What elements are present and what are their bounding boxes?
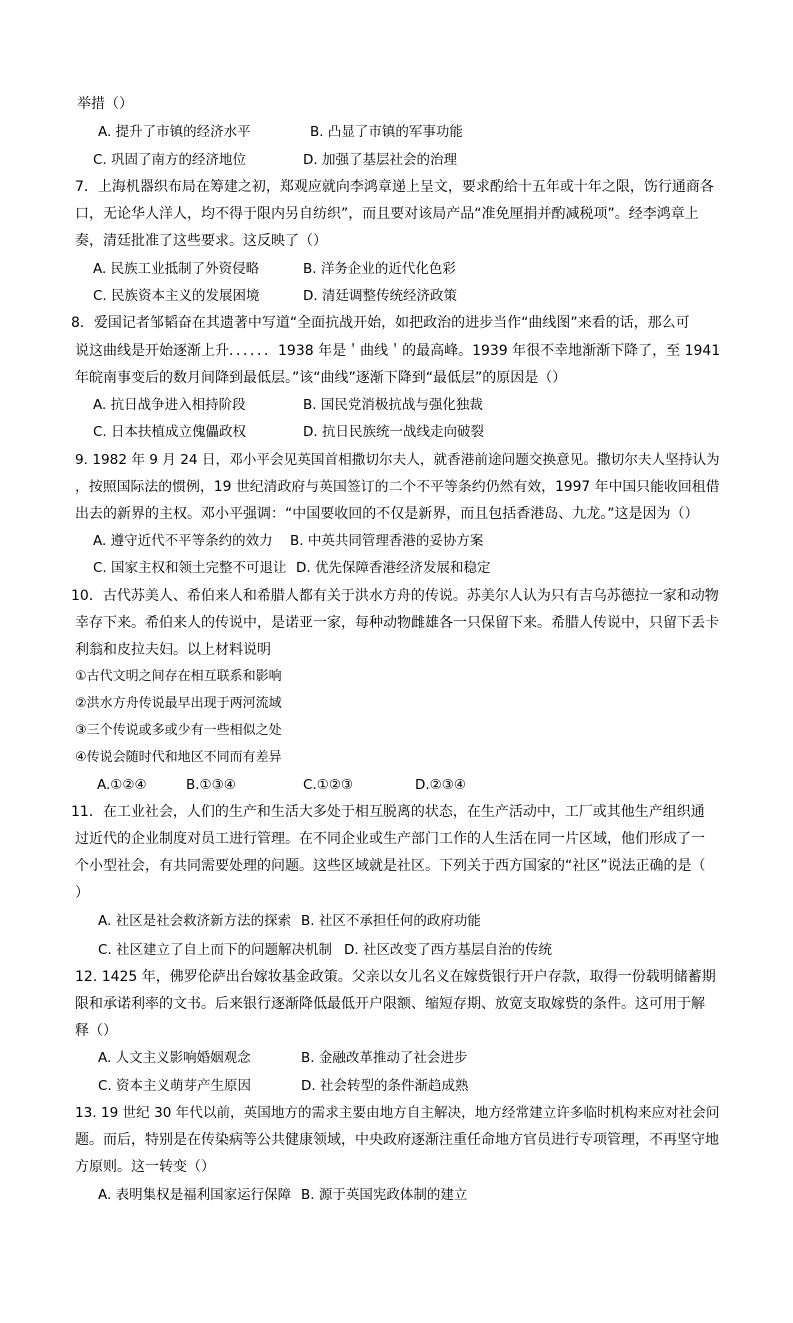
q13-stem-line: 题。而后，特别是在传染病等公共健康领域，中央政府逐渐注重任命地方官员进行专项管理，不再坚守地 [75, 1132, 719, 1148]
q12-option-d: D. 社会转型的条件渐趋成熟 [301, 1078, 469, 1094]
q7-stem-line: 7．上海机器织布局在筹建之初，郑观应就向李鸿章递上呈文，要求酌给十五年或十年之限，饬行通商各 [75, 179, 714, 195]
q11-stem-line: 过近代的企业制度对员工进行管理。在不同企业或生产部门工作的人生活在同一片区域，他们形成了一 [75, 831, 705, 847]
q8-option-a: A. 抗日战争进入相持阶段 [93, 397, 246, 413]
q12-stem-line: 12. 1425 年，佛罗伦萨出台嫁妆基金政策。父亲以女儿名义在嫁赀银行开户存款，取得一份载明储蓄期 [75, 969, 716, 985]
q11-stem-line: 11．在工业社会，人们的生产和生活大多处于相互脱离的状态，在生产活动中，工厂或其他生产组织通 [71, 804, 705, 820]
q10-option-c: C.①②③ [303, 777, 354, 793]
q13-option-a: A. 表明集权是福利国家运行保障 [98, 1187, 292, 1203]
q13-option-b: B. 源于英国宪政体制的建立 [301, 1187, 468, 1203]
q12-option-b: B. 金融改革推动了社会进步 [301, 1050, 468, 1066]
q10-option-a: A.①②④ [97, 777, 147, 793]
question-fragment-stem: 举措（） [77, 96, 133, 112]
q11-option-b: B. 社区不承担任何的政府功能 [301, 913, 481, 929]
q12-option-a: A. 人文主义影响婚姻观念 [98, 1050, 251, 1066]
q9-option-b: B. 中英共同管理香港的妥协方案 [290, 533, 484, 549]
q9-option-c: C. 国家主权和领土完整不可退让 [93, 560, 287, 576]
q9-stem-line: 9. 1982 年 9 月 24 日，邓小平会见英国首相撒切尔夫人，就香港前途问题交换意见。撒切尔夫人坚持认为 [75, 452, 720, 468]
option-d: D. 加强了基层社会的治理 [303, 152, 457, 168]
q8-stem-line: 年皖南事变后的数月间降到最低层。”该“曲线”逐渐下降到“最低层”的原因是（） [75, 370, 567, 386]
option-b: B. 凸显了市镇的军事功能 [310, 124, 463, 140]
q8-stem-line: 8．爱国记者邹韬奋在其遗著中写道“全面抗战开始，如把政治的进步当作“曲线图”来看的话，那么可 [71, 315, 690, 331]
q8-stem-line: 说这曲线是开始逐渐上升．．．．．．1938 年是＇曲线＇的最高峰。1939 年很不幸地渐渐下降了，至 1941 [75, 343, 721, 359]
q10-stem-line: 利翁和皮拉夫妇。以上材料说明 [75, 642, 271, 658]
q10-stem-line: 幸存下来。希伯来人的传说中，是诺亚一家，每种动物雌雄各一只保留下来。希腊人传说中，只留下丢卡 [75, 615, 719, 631]
q12-stem-line: 释（） [75, 1023, 117, 1039]
q9-option-d: D. 优先保障香港经济发展和稳定 [296, 560, 491, 576]
option-c: C. 巩固了南方的经济地位 [93, 152, 247, 168]
q10-statement: ①古代文明之间存在相互联系和影响 [75, 669, 282, 684]
q7-stem-line: 奏，清廷批准了这些要求。这反映了（） [75, 233, 327, 249]
q10-stem-line: 10．古代苏美人、希伯来人和希腊人都有关于洪水方舟的传说。苏美尔人认为只有吉乌苏德拉一家和动物 [71, 588, 719, 604]
q12-stem-line: 限和承诺利率的文书。后来银行逐渐降低最低开户限额、缩短存期、放宽支取嫁赀的条件。这可用于解 [75, 996, 705, 1012]
q10-statement: ③三个传说或多或少有一些相似之处 [75, 723, 282, 738]
q11-stem-line: 个小型社会，有共同需要处理的问题。这些区域就是社区。下列关于西方国家的“社区”说法正确的是（ [75, 858, 706, 874]
q11-option-c: C. 社区建立了自上而下的问题解决机制 [98, 942, 333, 958]
q7-stem-line: 口，无论华人洋人，均不得于限内另自纺织”，而且要对该局产品“准免厘捐并酌减税项”。经李鸿章上 [75, 206, 699, 222]
q7-option-b: B. 洋务企业的近代化色彩 [303, 261, 456, 277]
q11-option-d: D. 社区改变了西方基层自治的传统 [344, 942, 552, 958]
q11-option-a: A. 社区是社会救济新方法的探索 [98, 913, 292, 929]
q9-stem-line: ，按照国际法的惯例，19 世纪清政府与英国签订的二个不平等条约仍然有效，1997 年中国只能收回租借 [75, 479, 720, 495]
option-a: A. 提升了市镇的经济水平 [98, 124, 251, 140]
q8-option-b: B. 国民党消极抗战与强化独裁 [303, 397, 483, 413]
q9-option-a: A. 遵守近代不平等条约的效力 [93, 533, 273, 549]
q12-option-c: C. 资本主义萌芽产生原因 [98, 1078, 252, 1094]
q7-option-d: D. 清廷调整传统经济政策 [303, 288, 457, 304]
q11-stem-line: ） [75, 885, 89, 901]
q10-statement: ④传说会随时代和地区不同而有差异 [75, 750, 282, 765]
q8-option-d: D. 抗日民族统一战线走向破裂 [303, 424, 484, 440]
q13-stem-line: 13. 19 世纪 30 年代以前，英国地方的需求主要由地方自主解决，地方经常建立许多临时机构来应对社会问 [75, 1105, 720, 1121]
q8-option-c: C. 日本扶植成立傀儡政权 [93, 424, 247, 440]
q7-option-a: A. 民族工业抵制了外资侵略 [93, 261, 260, 277]
q10-option-b: B.①③④ [186, 777, 236, 793]
q13-stem-line: 方原则。这一转变（） [75, 1159, 215, 1175]
q10-option-d: D.②③④ [415, 777, 466, 793]
q9-stem-line: 出去的新界的主权。邓小平强调：“中国要收回的不仅是新界，而且包括香港岛、九龙。”这是因为（） [75, 506, 699, 522]
q7-option-c: C. 民族资本主义的发展困境 [93, 288, 260, 304]
q10-statement: ②洪水方舟传说最早出现于两河流域 [75, 696, 282, 711]
